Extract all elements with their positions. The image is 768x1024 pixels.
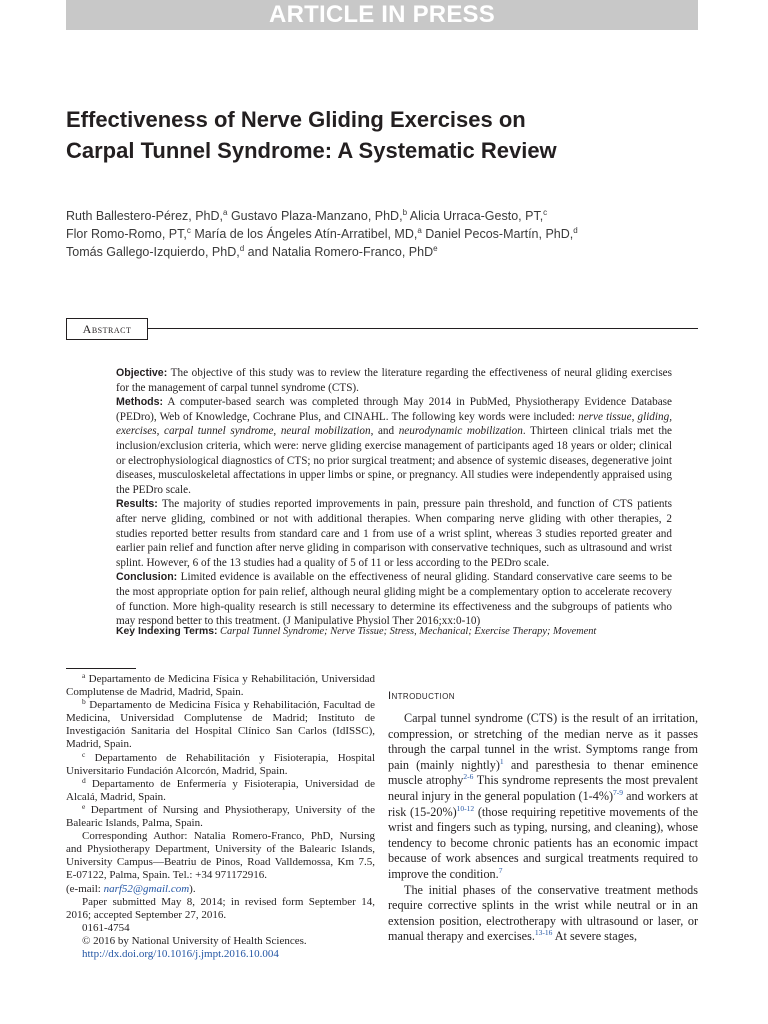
- footnote-b: [66, 699, 375, 751]
- footnote-text: Department of Nursing and Physiotherapy, University of the Balearic Islands, Palma, Spain.: [66, 803, 375, 830]
- affiliation-marker: c: [543, 208, 548, 217]
- results-label: Results:: [116, 498, 158, 511]
- corresponding-author: Corresponding Author: Natalia Romero-Franco, PhD, Nursing and Physiotherapy Department, University of the Balearic Islands, University Campus—Beatriu de Pinos, Road Valldemossa, Km 7.5, E-07122, Palma, Spain. Tel.: +34 971172916.: [66, 830, 375, 882]
- affiliation-footnotes: [66, 673, 375, 961]
- keyword: nerve tissue: [578, 410, 632, 423]
- footnote-a: [66, 673, 375, 699]
- author-line-1: [66, 207, 706, 225]
- footnote-divider: [66, 668, 136, 669]
- abstract-conclusion: [116, 570, 672, 628]
- intro-text: (those requiring repetitive movements of the wrist and fingers such as typing, nursing, and cleaning), whose tendency to become chronic patients has an economic impact because of work absences and surgical treatments required to improve the condition.: [388, 804, 698, 881]
- email-line: [66, 883, 375, 896]
- affiliation-marker: b: [402, 208, 408, 217]
- abstract-objective: [116, 366, 672, 395]
- conclusion-label: Conclusion:: [116, 571, 178, 584]
- abstract-divider: [66, 328, 698, 329]
- email-prefix: (e-mail:: [66, 882, 104, 895]
- abstract-methods: [116, 395, 672, 497]
- affiliation-marker: d: [573, 226, 578, 235]
- author-name: Alicia Urraca-Gesto, PT,: [407, 209, 544, 223]
- abstract-results: [116, 497, 672, 570]
- email-link[interactable]: narf52@gmail.com: [103, 882, 190, 895]
- affiliation-marker: b: [82, 697, 86, 707]
- email-suffix: ).: [189, 882, 196, 895]
- article-in-press-banner: ARTICLE IN PRESS: [66, 0, 698, 30]
- keyword-separator: ,: [273, 425, 281, 438]
- objective-text: The objective of this study was to review the literature regarding the effectiveness of neural gliding exercises for the management of carpal tunnel syndrome (CTS).: [116, 367, 672, 394]
- intro-text: The initial phases of the conservative treatment methods require corrective splints in the wrist while neutral or in an extension position, electrotherapy with ultrasound or laser, or manual therapy and exercises.: [388, 882, 698, 944]
- keyword: gliding, exercises: [116, 410, 672, 438]
- affiliation-marker: a: [417, 226, 422, 235]
- author-name: Daniel Pecos-Martín, PhD,: [421, 227, 574, 241]
- footnote-d: [66, 775, 375, 804]
- methods-text: A computer-based search was completed through May 2014 in PubMed, Physiotherapy Evidence Database (PEDro), Web of Knowledge, Cochrane Plus, and CINAHL. The following key words were included:: [116, 396, 672, 423]
- citation-ref[interactable]: 13-16: [534, 928, 553, 938]
- keyword-separator: ,: [631, 410, 638, 423]
- author-line-3: [66, 243, 706, 261]
- affiliation-marker: d: [239, 244, 245, 253]
- doi-link[interactable]: http://dx.doi.org/10.1016/j.jmpt.2016.10.004: [82, 947, 279, 960]
- keyword: neurodynamic mobilization: [398, 425, 523, 438]
- intro-text: Carpal tunnel syndrome (CTS) is the result of an irritation, compression, or stretching of the median nerve as it passes through the carpal tunnel in the wrist. Symptoms range from pain (mainly nightly): [388, 711, 698, 772]
- introduction-heading: Introduction: [388, 690, 455, 702]
- citation-ref[interactable]: 2-6: [463, 772, 474, 782]
- footnote-c: [66, 749, 375, 778]
- citation-ref[interactable]: 10-12: [456, 803, 475, 813]
- intro-text: This syndrome represents the most prevalent neural injury in the general population (1-4%): [388, 773, 698, 803]
- intro-paragraph-1: [388, 711, 698, 883]
- results-text: The majority of studies reported improvements in pain, pressure pain threshold, and function of CTS patients after nerve gliding, combined or not with additional therapies. When comparing nerve gliding with other therapies, 2 studies reported better results from standard care and 1 from use of a wrist splint, whereas 3 studies reported greater and earlier pain relief and function after nerve gliding in comparison with conservative techniques, such as ultrasound and wrist splint. However, 6 of the 13 studies had a quality of 5 of 11 or less according to the PEDro scale.: [116, 498, 672, 569]
- keyword: carpal tunnel syndrome: [163, 425, 274, 438]
- conclusion-text: Limited evidence is available on the effectiveness of neural gliding. Standard conservative care seems to be the most appropriate option for pain relief, although neural gliding might be a complementary option to accelerate recovery of function. More high-quality research is still necessary to determine its effectiveness and the subgroups of patients who may respond better to this treatment. (J Manipulative Physiol Ther 2016;xx:0-10): [116, 571, 672, 628]
- keyword-separator: ,: [156, 425, 164, 438]
- abstract-label: Abstract: [66, 318, 148, 340]
- keyword: neural mobilization: [280, 425, 371, 438]
- introduction-body: [388, 711, 698, 945]
- author-name: Ruth Ballestero-Pérez, PhD,: [66, 209, 224, 223]
- objective-label: Objective:: [116, 367, 168, 379]
- intro-paragraph-2: [388, 883, 698, 945]
- citation-ref[interactable]: 1: [499, 756, 504, 766]
- affiliation-marker: c: [82, 749, 86, 759]
- footnote-text: Departamento de Enfermería y Fisioterapia, Universidad de Alcalá, Madrid, Spain.: [66, 777, 375, 803]
- affiliation-marker: d: [82, 775, 86, 785]
- affiliation-marker: a: [82, 671, 86, 680]
- author-name: and Natalia Romero-Franco, PhD: [244, 245, 434, 259]
- methods-text: . Thirteen clinical trials met the inclusion/exclusion criteria, which were: nerve gliding exercise management of participants aged 18 years or older; clinical or electrophysiological diagnostics of CTS; no prior surgical treatment; and absence of systemic diseases, degenerative joint diseases, musculoskeletal affectations in upper limbs or spine, or pregnancy. All studies were independently appraised using the PEDro scale.: [116, 425, 673, 496]
- author-list: [66, 207, 706, 261]
- citation-ref[interactable]: 7-9: [613, 787, 624, 797]
- footnote-text: Departamento de Medicina Física y Rehabilitación, Facultad de Medicina, Universidad Complutense de Madrid; Instituto de Investigación Sanitaria del Hospital Clínico San Carlos (IdISSC), Madrid, Spain.: [66, 699, 375, 751]
- affiliation-marker: c: [186, 226, 191, 235]
- intro-text: and paresthesia to thenar eminence muscle atrophy: [388, 757, 698, 788]
- footnote-e: [66, 801, 375, 830]
- key-indexing-terms: [116, 625, 676, 639]
- author-name: Tomás Gallego-Izquierdo, PhD,: [66, 245, 240, 259]
- key-terms-label: Key Indexing Terms:: [116, 626, 218, 637]
- affiliation-marker: e: [433, 244, 438, 253]
- author-name: Flor Romo-Romo, PT,: [66, 227, 187, 241]
- keyword-separator: , and: [370, 425, 399, 438]
- footnote-text: Departamento de Rehabilitación y Fisioterapia, Hospital Universitario Fundación Alcorcón, Madrid, Spain.: [66, 751, 375, 777]
- doi-line: [66, 948, 375, 961]
- citation-ref[interactable]: 7: [498, 865, 503, 875]
- affiliation-marker: e: [82, 801, 86, 811]
- author-name: Gustavo Plaza-Manzano, PhD,: [227, 209, 403, 223]
- intro-text: and workers at risk (15-20%): [388, 788, 698, 819]
- intro-text: At severe stages,: [552, 929, 637, 944]
- footnote-text: Departamento de Medicina Física y Rehabilitación, Universidad Complutense de Madrid, Madrid, Spain.: [66, 673, 375, 699]
- author-name: María de los Ángeles Atín-Arratibel, MD,: [190, 227, 418, 241]
- submission-dates: Paper submitted May 8, 2014; in revised form September 14, 2016; accepted September 27, 2016.: [66, 895, 375, 921]
- author-line-2: [66, 225, 706, 243]
- key-terms-text: Carpal Tunnel Syndrome; Nerve Tissue; Stress, Mechanical; Exercise Therapy; Movement: [217, 626, 597, 637]
- issn: 0161-4754: [82, 921, 130, 934]
- article-title: Effectiveness of Nerve Gliding Exercises on Carpal Tunnel Syndrome: A Systematic Review: [66, 107, 557, 163]
- affiliation-marker: a: [223, 208, 228, 217]
- abstract-body: [116, 366, 672, 629]
- copyright: © 2016 by National University of Health Sciences.: [82, 934, 307, 947]
- methods-label: Methods:: [116, 396, 164, 409]
